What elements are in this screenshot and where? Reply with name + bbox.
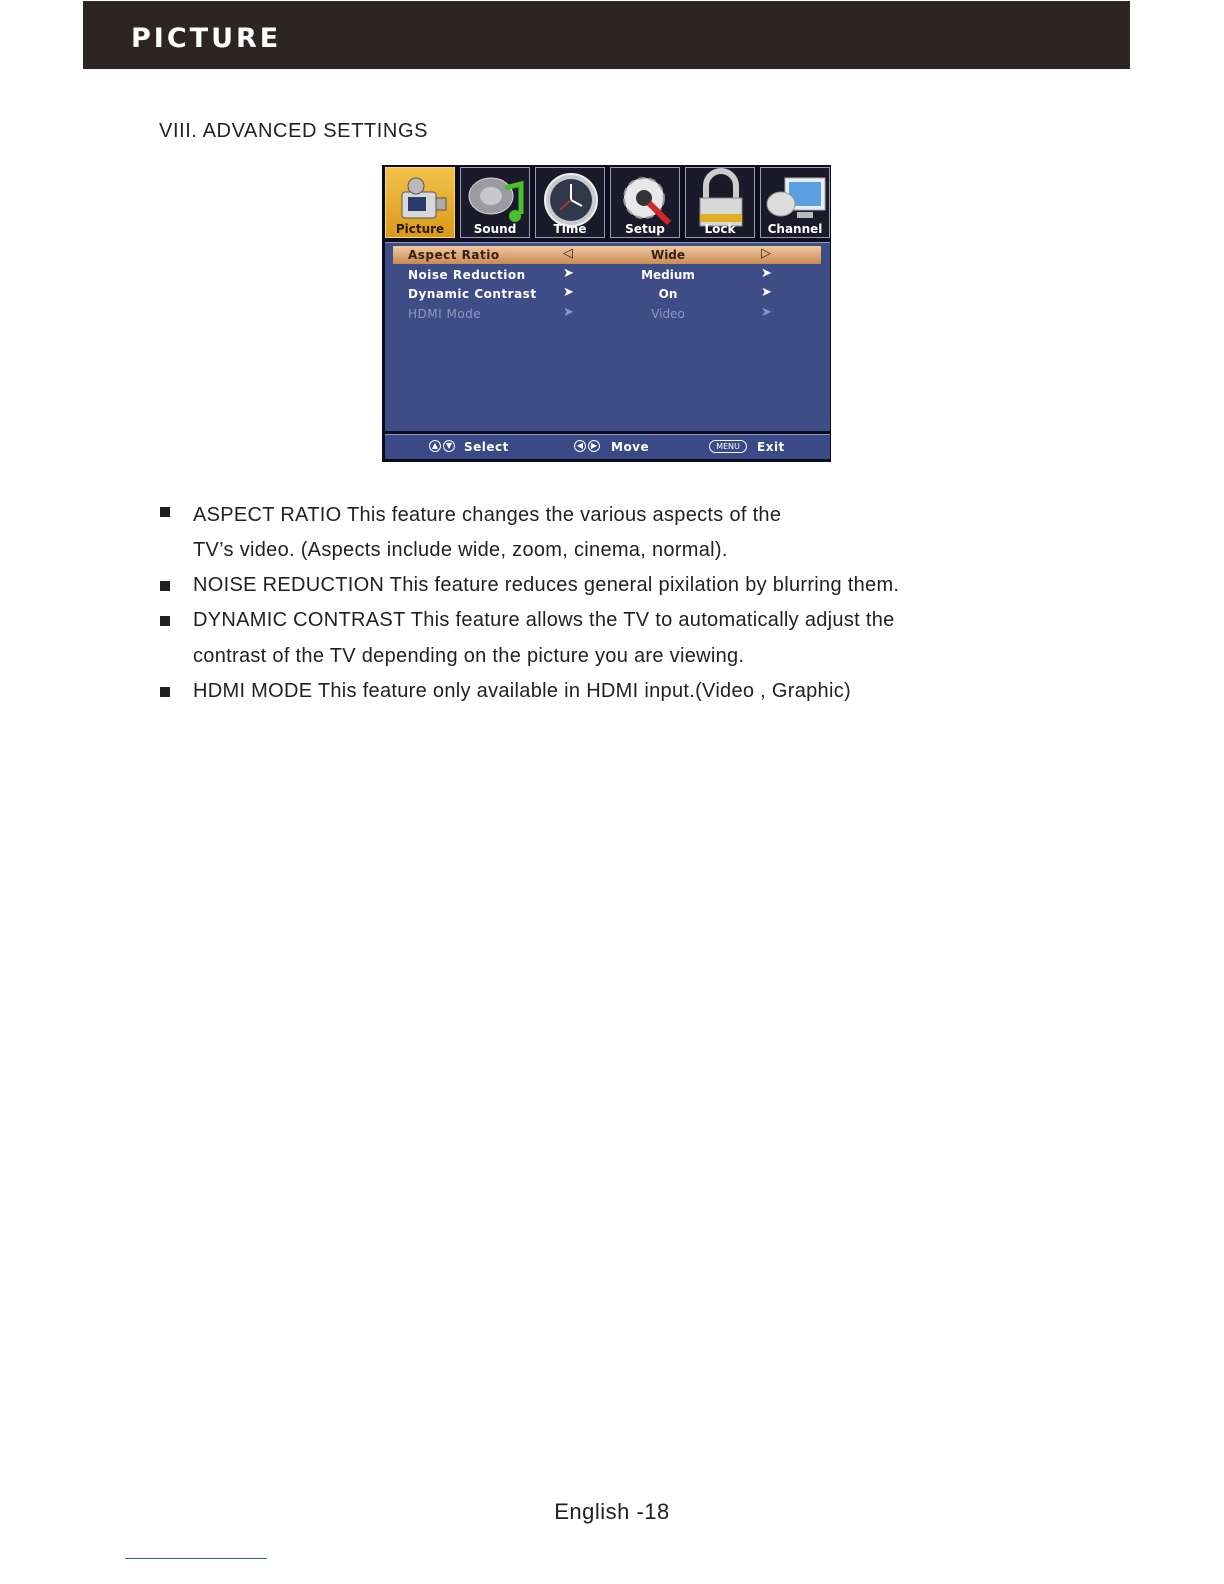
tab-label: Sound <box>473 222 517 236</box>
tv-menu-screenshot <box>382 165 831 462</box>
right-arrow-icon: ➤ <box>761 305 772 320</box>
row-value: Video <box>651 307 685 321</box>
page-header-title: PICTURE <box>131 23 282 54</box>
menu-row-aspect-ratio[interactable] <box>393 246 821 264</box>
right-arrow-icon[interactable]: ▷ <box>761 246 771 261</box>
header-bar <box>83 1 1130 69</box>
tab-lock[interactable] <box>685 167 755 238</box>
right-arrow-icon[interactable]: ➤ <box>761 285 772 300</box>
bullet-square-icon <box>160 581 170 591</box>
tab-setup[interactable] <box>610 167 680 238</box>
bullet-square-icon <box>160 687 170 697</box>
footer-exit-label: Exit <box>757 440 785 454</box>
row-label: Aspect Ratio <box>408 248 500 262</box>
left-arrow-icon[interactable]: ◁ <box>563 246 573 261</box>
tab-label: Channel <box>767 222 823 236</box>
row-label: Noise Reduction <box>408 268 526 282</box>
tab-label: Setup <box>625 222 665 236</box>
tab-label: Time <box>553 222 587 236</box>
bullet-aspect-ratio-line-2: TV’s video. (Aspects include wide, zoom, cinema, normal). <box>193 539 728 561</box>
up-arrow-icon: ▲ <box>429 440 441 452</box>
bullet-dynamic-contrast-line-2: contrast of the TV depending on the picture you are viewing. <box>193 645 745 667</box>
bullet-dynamic-contrast-line-1: DYNAMIC CONTRAST This feature allows the TV to automatically adjust the <box>193 609 895 631</box>
menu-row-noise-reduction[interactable] <box>393 266 821 284</box>
menu-footer <box>385 434 830 459</box>
right-nav-icon: ▶ <box>588 440 600 452</box>
tab-channel[interactable] <box>760 167 830 238</box>
tab-label: Picture <box>395 222 445 236</box>
row-label: HDMI Mode <box>408 307 482 321</box>
left-arrow-icon[interactable]: ➤ <box>563 266 574 281</box>
tab-time[interactable] <box>535 167 605 238</box>
footer-select-label: Select <box>464 440 509 454</box>
menu-row-dynamic-contrast[interactable] <box>393 285 821 303</box>
tab-picture[interactable] <box>385 167 455 238</box>
right-arrow-icon[interactable]: ➤ <box>761 266 772 281</box>
bullet-noise-reduction: NOISE REDUCTION This feature reduces general pixilation by blurring them. <box>193 574 900 596</box>
menu-panel <box>385 242 830 431</box>
bullet-square-icon <box>160 616 170 626</box>
tab-label: Lock <box>704 222 736 236</box>
footer-move-label: Move <box>611 440 650 454</box>
section-title: VIII. ADVANCED SETTINGS <box>159 120 429 142</box>
row-value: On <box>658 287 678 301</box>
left-arrow-icon: ➤ <box>563 305 574 320</box>
footer-divider <box>125 1558 267 1559</box>
down-arrow-icon: ▼ <box>443 440 455 452</box>
row-label: Dynamic Contrast <box>408 287 537 301</box>
left-nav-icon: ◀ <box>574 440 586 452</box>
page-number: English -18 <box>554 1499 670 1524</box>
tab-sound[interactable] <box>460 167 530 238</box>
left-arrow-icon[interactable]: ➤ <box>563 285 574 300</box>
bullet-square-icon <box>160 507 170 517</box>
bullet-aspect-ratio-line-1: ASPECT RATIO This feature changes the various aspects of the <box>193 504 782 526</box>
row-value: Wide <box>650 248 686 262</box>
menu-key-icon: MENU <box>709 440 747 453</box>
menu-row-hdmi-mode <box>393 305 821 323</box>
row-value: Medium <box>641 268 695 282</box>
bullet-hdmi-mode: HDMI MODE This feature only available in HDMI input.(Video , Graphic) <box>193 680 851 702</box>
